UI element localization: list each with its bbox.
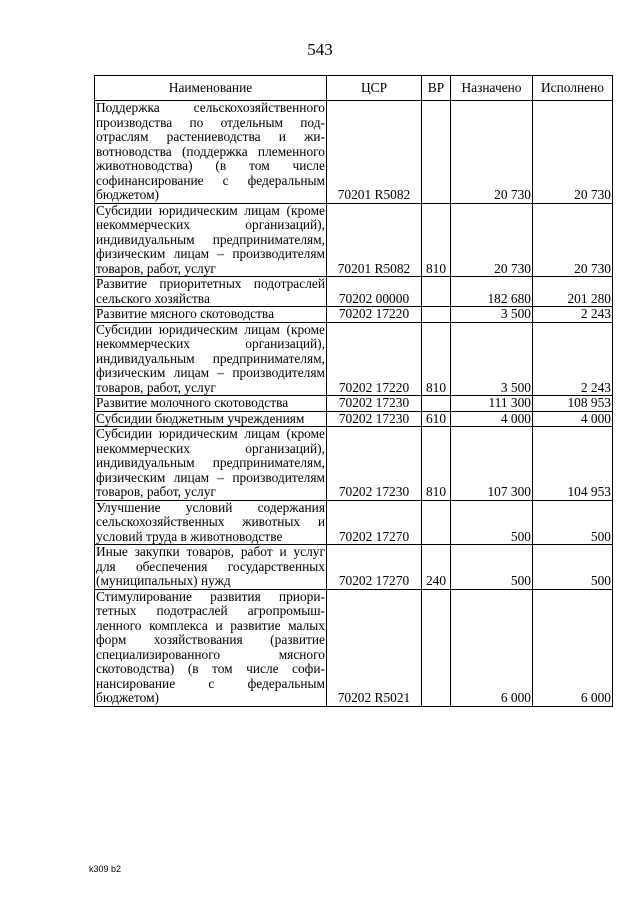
row-vr: 240 [422, 545, 451, 590]
table-row [95, 500, 613, 545]
row-assigned: 500 [451, 545, 533, 590]
row-name: Развитие молочного скотоводства [95, 396, 327, 412]
row-assigned: 3 500 [451, 307, 533, 323]
row-csr: 70202 17230 [327, 427, 422, 501]
row-executed: 2 243 [533, 307, 613, 323]
row-csr: 70202 17230 [327, 396, 422, 412]
row-assigned: 182 680 [451, 277, 533, 307]
row-assigned: 500 [451, 500, 533, 545]
page-number: 543 [307, 40, 333, 59]
row-assigned: 20 730 [451, 203, 533, 277]
row-assigned: 107 300 [451, 427, 533, 501]
row-vr: 810 [422, 203, 451, 277]
table-row [95, 277, 613, 307]
row-vr [422, 500, 451, 545]
row-executed: 4 000 [533, 411, 613, 427]
table-row [95, 427, 613, 501]
row-csr: 70202 17220 [327, 322, 422, 396]
header-name: Наименование [95, 76, 327, 101]
table-row [95, 396, 613, 412]
row-vr [422, 101, 451, 204]
row-vr: 810 [422, 427, 451, 501]
header-csr: ЦСР [327, 76, 422, 101]
row-vr: 810 [422, 322, 451, 396]
row-vr [422, 589, 451, 706]
table-row [95, 307, 613, 323]
row-executed: 20 730 [533, 101, 613, 204]
row-csr: 70201 R5082 [327, 101, 422, 204]
row-csr: 70202 17270 [327, 500, 422, 545]
row-executed: 108 953 [533, 396, 613, 412]
header-executed: Исполнено [533, 76, 613, 101]
row-name: Поддержка сельскохозяйственного производства по отдельным подотраслям растениеводства и животноводства (поддержка племенного животноводства) (в том числе софинансирование с федеральным бюджетом) [96, 100, 325, 202]
row-csr: 70202 R5021 [327, 589, 422, 706]
header-vr: ВР [422, 76, 451, 101]
row-executed: 6 000 [533, 589, 613, 706]
row-executed: 201 280 [533, 277, 613, 307]
row-name: Стимулирование развития приоритетных подотраслей агропромышленного комплекса и развитие малых форм хозяйствования (развитие специализированного мясного скотоводства) (в том числе софинансирование с федеральным бюджетом) [96, 588, 325, 705]
row-name: Улучшение условий содержания сельскохозяйственных животных и условий труда в животноводстве [96, 499, 325, 544]
row-csr: 70202 17230 [327, 411, 422, 427]
row-assigned: 6 000 [451, 589, 533, 706]
row-vr: 610 [422, 411, 451, 427]
row-assigned: 20 730 [451, 101, 533, 204]
table-row [95, 322, 613, 396]
header-assigned: Назначено [451, 76, 533, 101]
row-executed: 104 953 [533, 427, 613, 501]
row-name: Развитие мясного скотоводства [95, 307, 327, 323]
table-row [95, 589, 613, 706]
row-name: Развитие приоритетных подотраслей сельского хозяйства [96, 276, 325, 306]
row-executed: 500 [533, 500, 613, 545]
row-csr: 70201 R5082 [327, 203, 422, 277]
row-name: Субсидии юридическим лицам (кроме некоммерческих организаций), индивидуальным предпринимателям, физическим лицам – производителям товаров, работ, услуг [96, 426, 325, 499]
row-name: Субсидии бюджетным учреждениям [95, 411, 327, 427]
row-vr [422, 307, 451, 323]
row-assigned: 111 300 [451, 396, 533, 412]
budget-table [94, 75, 613, 707]
row-vr [422, 396, 451, 412]
table-row [95, 203, 613, 277]
table-row [95, 411, 613, 427]
row-csr: 70202 17270 [327, 545, 422, 590]
row-csr: 70202 00000 [327, 277, 422, 307]
row-name: Субсидии юридическим лицам (кроме некоммерческих организаций), индивидуальным предпринимателям, физическим лицам – производителям товаров, работ, услуг [96, 321, 325, 395]
table-row [95, 101, 613, 204]
table-row [95, 545, 613, 590]
row-assigned: 3 500 [451, 322, 533, 396]
table-header-row [95, 76, 613, 101]
row-executed: 2 243 [533, 322, 613, 396]
row-assigned: 4 000 [451, 411, 533, 427]
row-vr [422, 277, 451, 307]
row-name: Субсидии юридическим лицам (кроме некоммерческих организаций), индивидуальным предпринимателям, физическим лицам – производителям товаров, работ, услуг [96, 202, 325, 276]
row-executed: 500 [533, 545, 613, 590]
row-name: Иные закупки товаров, работ и услуг для обеспечения государственных (муниципальных) нужд [96, 544, 325, 588]
row-executed: 20 730 [533, 203, 613, 277]
footer-code: k309 b2 [89, 864, 122, 874]
row-csr: 70202 17220 [327, 307, 422, 323]
